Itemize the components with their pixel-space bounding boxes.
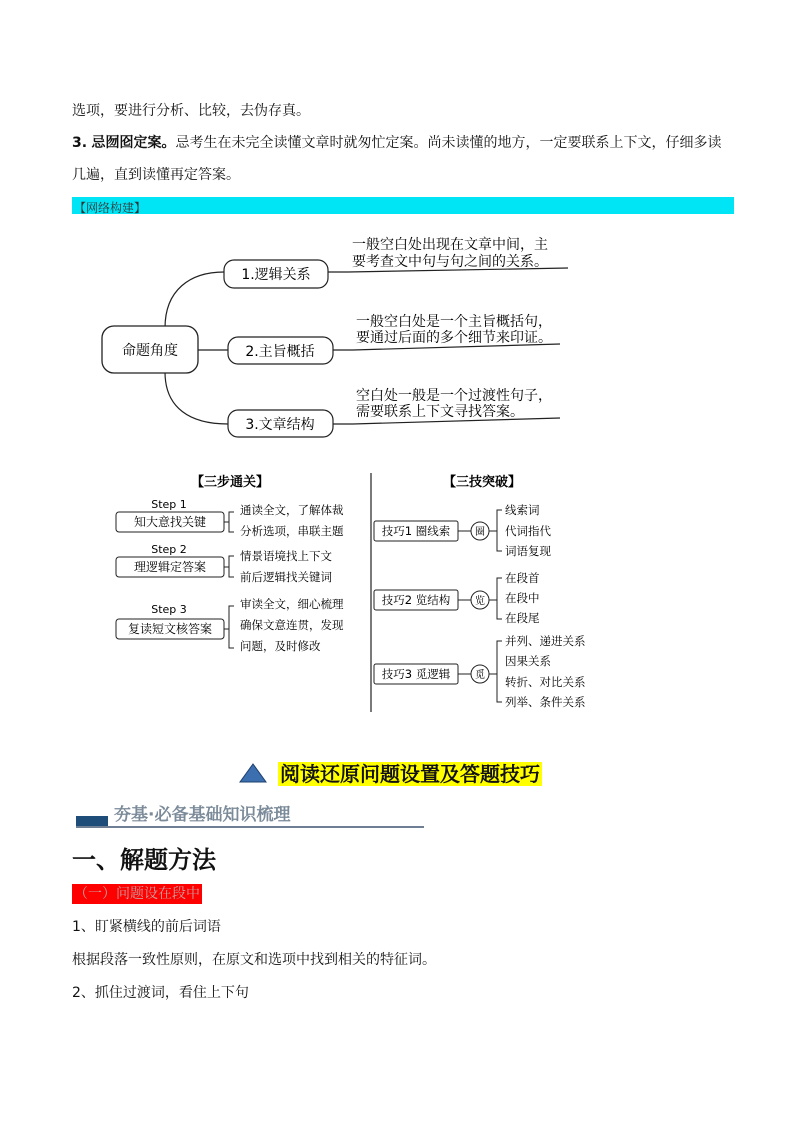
- mindmap-root-label: 命题角度: [122, 343, 178, 359]
- intro-item-3-line2: 几遍，直到读懂再定答案。: [72, 167, 240, 183]
- skill-3-item-4: 列举、条件关系: [505, 695, 586, 709]
- step-3-line-1: 审读全文，细心梳理: [240, 597, 344, 611]
- skill-3-char: 觅: [475, 670, 485, 681]
- band-title: 夯基·必备基础知识梳理: [114, 805, 291, 825]
- branch-line-1: [165, 272, 224, 328]
- three-steps-title: 【三步通关】: [190, 475, 270, 490]
- skill-2-item-3: 在段尾: [505, 611, 540, 625]
- step-1-label: Step 1: [151, 498, 187, 511]
- section-title: 阅读还原问题设置及答题技巧: [280, 762, 540, 786]
- branch-label-3: 3.文章结构: [245, 417, 315, 433]
- item3-title: 忌囫囵定案。: [91, 135, 176, 151]
- branch-desc-2b: 要通过后面的多个细节来印证。: [356, 330, 552, 346]
- sub-label: （一）问题设在段中: [74, 886, 200, 902]
- branch-label-1: 1.逻辑关系: [241, 267, 311, 283]
- point-1: 1、盯紧横线的前后词语: [72, 919, 221, 935]
- three-skills-title: 【三技突破】: [442, 475, 522, 490]
- skill-2-char: 览: [475, 596, 485, 607]
- band-accent: [76, 816, 108, 826]
- intro-line-1: 选项，要进行分析、比较，去伪存真。: [72, 103, 310, 119]
- step-2-label: Step 2: [151, 543, 187, 556]
- skill-3-item-2: 因果关系: [505, 654, 551, 668]
- step-1-box-label: 知大意找关键: [133, 515, 207, 529]
- point-1-desc: 根据段落一致性原则，在原文和选项中找到相关的特征词。: [72, 952, 436, 968]
- step-2-line-2: 前后逻辑找关键词: [240, 570, 332, 584]
- item3-line1: 忌考生在未完全读懂文章时就匆忙定案。尚未读懂的地方，一定要联系上下文，仔细多读: [175, 135, 722, 151]
- skill-2-box-label: 技巧2 览结构: [381, 593, 451, 607]
- point-2: 2、抓住过渡词，看住上下句: [72, 985, 249, 1001]
- step-3-box-label: 复读短文核答案: [127, 622, 213, 636]
- branch-line-3: [165, 372, 228, 424]
- branch-desc-1a: 一般空白处出现在文章中间，主: [352, 237, 548, 253]
- step-1-line-1: 通读全文，了解体裁: [240, 503, 344, 517]
- step-3-label: Step 3: [151, 603, 187, 616]
- step-2-line-1: 情景语境找上下文: [240, 549, 332, 563]
- step-3-line-2: 确保文意连贯，发现: [240, 618, 344, 632]
- step-2-box-label: 理逻辑定答案: [133, 560, 207, 574]
- skill-3-item-3: 转折、对比关系: [505, 675, 586, 689]
- skill-3-box-label: 技巧3 觅逻辑: [381, 667, 451, 681]
- skill-1-char: 圈: [475, 527, 485, 538]
- step-1-line-2: 分析选项，串联主题: [240, 524, 344, 538]
- branch-label-2: 2.主旨概括: [245, 344, 315, 360]
- skill-3-item-1: 并列、递进关系: [505, 634, 586, 648]
- network-title: 【网络构建】: [74, 201, 147, 215]
- step-3-line-3: 问题，及时修改: [240, 639, 321, 653]
- skill-1-item-2: 代词指代: [505, 524, 551, 538]
- skill-1-box-label: 技巧1 圈线索: [381, 524, 451, 538]
- skill-1-item-3: 词语复现: [505, 544, 551, 558]
- skill-2-item-1: 在段首: [505, 571, 540, 585]
- item3-num: 3.: [72, 135, 88, 151]
- branch-desc-3b: 需要联系上下文寻找答案。: [356, 404, 524, 420]
- branch-desc-2a: 一般空白处是一个主旨概括句，: [356, 314, 552, 330]
- skill-2-item-2: 在段中: [505, 591, 540, 605]
- skill-1-item-1: 线索词: [505, 503, 540, 517]
- branch-desc-3a: 空白处一般是一个过渡性句子，: [356, 388, 552, 404]
- triangle-icon: [238, 762, 268, 784]
- branch-desc-1b: 要考查文中句与句之间的关系。: [352, 254, 548, 270]
- heading-solutions: 一、解题方法: [72, 846, 216, 874]
